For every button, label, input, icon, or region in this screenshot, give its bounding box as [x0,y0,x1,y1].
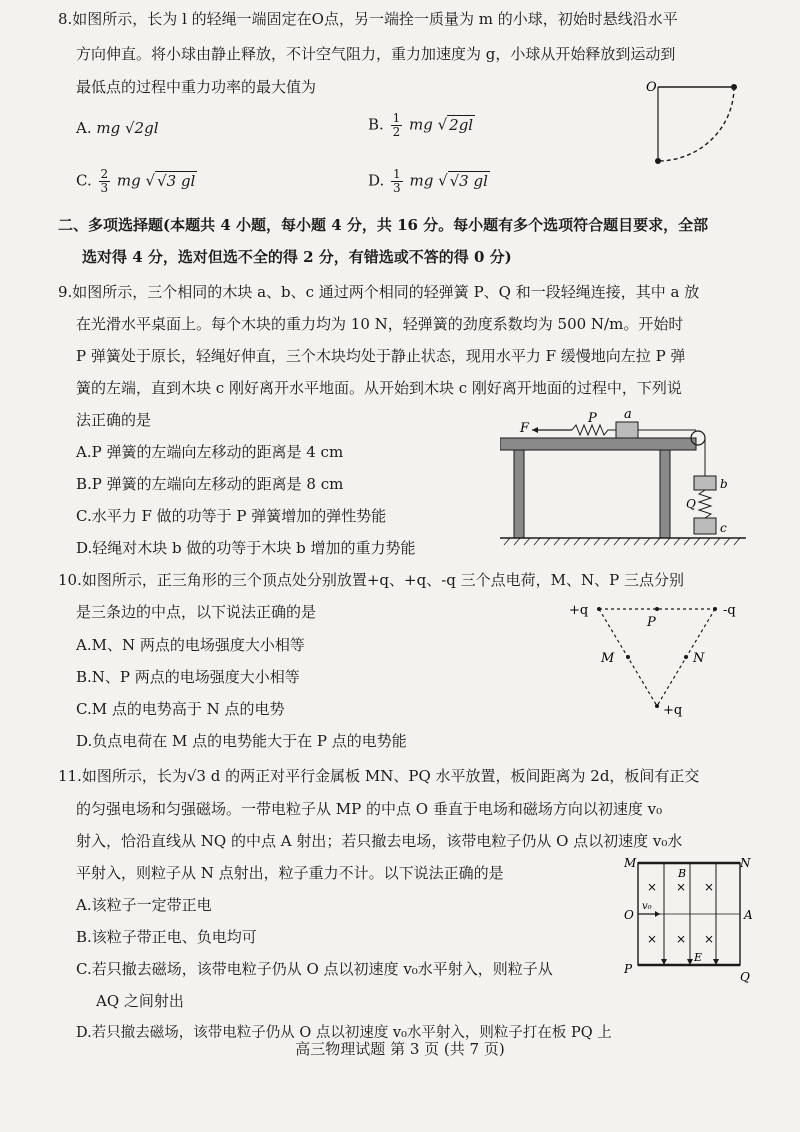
q10-line-1: 10.如图所示，正三角形的三个顶点处分别放置+q、+q、-q 三个点电荷，M、N、P 三点分别 [58,571,684,589]
q9-block-a-label: a [624,408,632,422]
q8-line-2: 方向伸直。将小球由静止释放，不计空气阻力，重力加速度为 g，小球从开始释放到运动到 [76,45,676,63]
q11-label-a: A [744,908,753,922]
q11-line-4: 平射入，则粒子从 N 点射出，粒子重力不计。以下说法正确的是 [76,864,504,882]
q11-label-b: B [678,867,687,880]
q10-option-d: D.负点电荷在 M 点的电势能大于在 P 点的电势能 [76,732,407,750]
q9-block-c-label: c [720,521,727,535]
q8-ball-start [731,84,737,90]
q10-vertex-tl [597,607,601,611]
q10-point-m-label: M [601,651,615,666]
q9-spring-q-label: Q [686,497,696,511]
q10-line-2: 是三条边的中点，以下说法正确的是 [76,603,317,621]
q10-charge-bottom: +q [663,703,683,718]
q8-line-1: 8.如图所示，长为 l 的轻绳一端固定在O点，另一端拴一质量为 m 的小球，初始时悬线沿水平 [58,10,678,28]
q9-line-3: P 弹簧处于原长，轻绳好伸直，三个木块均处于静止状态，现用水平力 F 缓慢地向左拉 P 弹 [76,347,686,365]
q9-line-4: 簧的左端，直到木块 c 刚好离开水平地面。从开始到木块 c 刚好离开地面的过程中，下列说 [76,379,682,397]
q11-cross-3: × [704,880,715,894]
q10-vertex-bottom [655,704,659,708]
q9-table-leg-left [514,450,524,538]
q9-block-b [694,476,716,490]
q9-table-leg-right [660,450,670,538]
q11-option-c: C.若只撤去磁场，该带电粒子仍从 O 点以初速度 v₀水平射入，则粒子从 [76,960,553,978]
q10-triangle-figure [565,596,755,722]
q8-arc-path [658,87,734,161]
q11-cross-6: × [704,932,715,946]
q10-point-n [684,655,688,659]
q9-option-b: B.P 弹簧的左端向左移动的距离是 8 cm [76,475,344,493]
q9-line-1: 9.如图所示，三个相同的木块 a、b、c 通过两个相同的轻弹簧 P、Q 和一段轻绳连接，其中 a 放 [58,283,700,301]
q8-ball-end [655,158,661,164]
q11-line-2: 的匀强电场和匀强磁场。一带电粒子从 MP 的中点 O 垂直于电场和磁场方向以初速度 v₀ [76,800,663,818]
q9-block-c [694,518,716,534]
q8-option-c: C. $\frac{2}{3}$ mg √ √3 gl [76,167,196,195]
q9-option-c: C.水平力 F 做的功等于 P 弹簧增加的弹性势能 [76,507,387,525]
q9-ground-hatching [504,538,740,545]
q11-option-d: D.若只撤去磁场，该带电粒子仍从 O 点以初速度 v₀水平射入，则粒子打在板 PQ 上 [76,1025,612,1041]
q8-option-d: D. $\frac{1}{3}$ mg √ √3 gl [368,167,488,195]
q9-block-a [616,422,638,438]
q11-label-e: E [694,951,703,964]
q9-tabletop [500,438,696,450]
q11-option-a: A.该粒子一定带正电 [76,896,212,914]
q11-label-m: M [624,856,637,870]
q9-spring-p [572,425,616,435]
q9-option-a: A.P 弹簧的左端向左移动的距离是 4 cm [76,443,344,461]
q8-option-a: A. mg √2gl [76,119,159,137]
q9-block-b-label: b [720,477,728,491]
q10-point-p-label: P [647,615,656,630]
q11-plates-figure [624,853,756,983]
section2-heading-line-2: 选对得 4 分，选对但选不全的得 2 分，有错选或不答的得 0 分) [82,248,512,266]
q11-label-o: O [624,908,634,922]
page-footer: 高三物理试题 第 3 页 (共 7 页) [295,1040,505,1058]
q11-cross-1: × [647,880,658,894]
q9-line-2: 在光滑水平桌面上。每个木块的重力均为 10 N，轻弹簧的劲度系数均为 500 N/m。开始时 [76,315,684,333]
q8-option-b: B. $\frac{1}{2}$ mg √ 2gl [368,111,474,139]
q11-label-p: P [624,962,633,976]
q11-v0-label: v₀ [642,901,652,912]
q11-velocity-arrowhead [655,911,660,917]
q10-option-c: C.M 点的电势高于 N 点的电势 [76,700,285,718]
q11-label-n: N [740,856,751,870]
q11-label-q: Q [740,970,750,983]
q8-pendulum-figure [640,75,750,175]
q11-line-3: 射入，恰沿直线从 NQ 的中点 A 射出；若只撤去电场，该带电粒子仍从 O 点以初速度 v₀水 [76,832,683,850]
q8-point-o-label: O [646,80,657,95]
q8-line-3: 最低点的过程中重力功率的最大值为 [76,78,317,96]
q10-charge-top-left: +q [569,603,589,618]
q9-option-d: D.轻绳对木块 b 做的功等于木块 b 增加的重力势能 [76,539,416,557]
q10-charge-top-right: -q [723,603,736,618]
q11-cross-5: × [676,932,687,946]
q9-force-arrowhead [532,427,538,433]
q11-line-1: 11.如图所示，长为√3 d 的两正对平行金属板 MN、PQ 水平放置，板间距离为 2d，板间有正交 [58,767,700,785]
q10-point-p [655,607,659,611]
q10-vertex-tr [713,607,717,611]
q9-table-figure [500,408,748,550]
section2-heading-line-1: 二、多项选择题(本题共 4 小题，每小题 4 分，共 16 分。每小题有多个选项符合题目要求，全部 [58,216,709,234]
q11-option-c-continued: AQ 之间射出 [96,992,184,1010]
q9-line-5: 法正确的是 [76,411,152,429]
q10-option-b: B.N、P 两点的电场强度大小相等 [76,668,300,686]
q10-option-a: A.M、N 两点的电场强度大小相等 [76,636,305,654]
q9-force-label: F [520,421,530,436]
q10-point-n-label: N [693,651,705,666]
q11-cross-2: × [676,880,687,894]
q10-point-m [626,655,630,659]
q9-spring-q [699,490,711,518]
q9-spring-p-label: P [588,411,597,426]
q11-option-b: B.该粒子带正电、负电均可 [76,928,257,946]
q11-cross-4: × [647,932,658,946]
